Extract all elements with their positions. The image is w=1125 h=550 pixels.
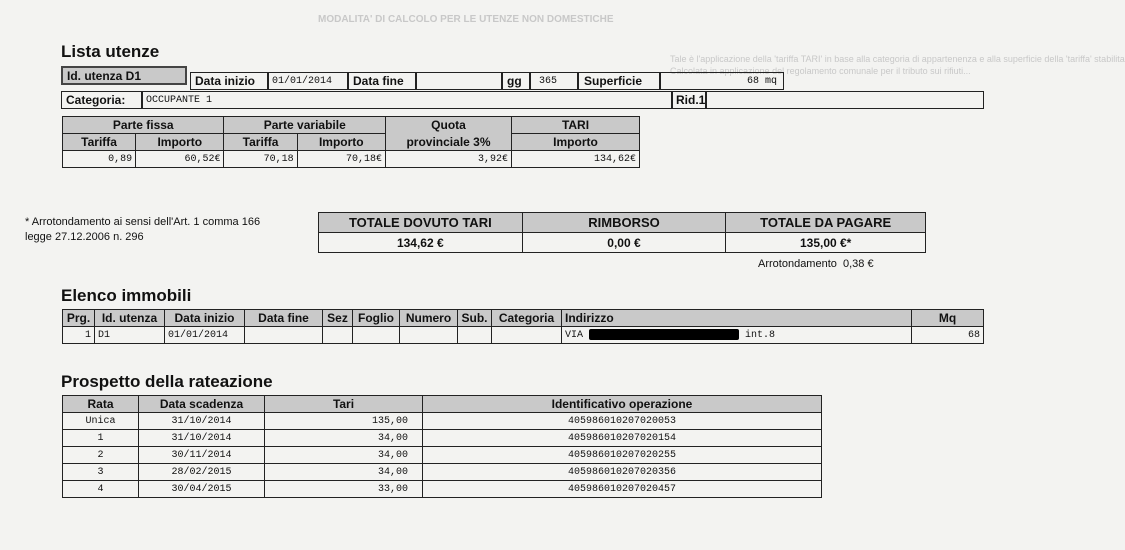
tari-cell: 135,00 bbox=[265, 413, 423, 430]
note-line-2: legge 27.12.2006 n. 296 bbox=[25, 231, 144, 243]
data-fine-label: Data fine bbox=[348, 72, 416, 90]
scadenza-cell: 31/10/2014 bbox=[139, 430, 265, 447]
arrotondamento-note: Arrotondamento 0,38 € bbox=[758, 258, 874, 270]
redaction-bar bbox=[589, 329, 739, 340]
totale-pagare-header: TOTALE DA PAGARE bbox=[726, 213, 926, 233]
data-inizio-value: 01/01/2014 bbox=[268, 72, 348, 90]
lista-utenze-title: Lista utenze bbox=[61, 42, 160, 61]
totale-pagare-value: 135,00 €* bbox=[726, 233, 926, 253]
ghost-heading: MODALITA' DI CALCOLO PER LE UTENZE NON DOMESTICHE bbox=[318, 14, 614, 25]
indirizzo-prefix: VIA bbox=[565, 330, 584, 342]
col-indirizzo: Indirizzo bbox=[562, 310, 912, 327]
immobile-prg: 1 bbox=[63, 327, 95, 344]
rata-cell: 4 bbox=[63, 481, 139, 498]
rateazione-table bbox=[62, 395, 822, 498]
superficie-label: Superficie bbox=[578, 72, 660, 90]
col-foglio: Foglio bbox=[353, 310, 400, 327]
tariffe-table bbox=[62, 116, 640, 168]
data-fine-value bbox=[416, 72, 502, 90]
col-rata: Rata bbox=[63, 396, 139, 413]
col-data-fine: Data fine bbox=[245, 310, 323, 327]
rata-cell: 2 bbox=[63, 447, 139, 464]
scadenza-cell: 30/11/2014 bbox=[139, 447, 265, 464]
col-identificativo: Identificativo operazione bbox=[423, 396, 822, 413]
identificativo-cell: 405986010207020053 bbox=[423, 413, 822, 430]
col-sub: Sub. bbox=[458, 310, 492, 327]
immobile-numero bbox=[400, 327, 458, 344]
tari-cell: 34,00 bbox=[265, 430, 423, 447]
tari-header: TARI bbox=[512, 117, 640, 134]
immobile-data-inizio: 01/01/2014 bbox=[165, 327, 245, 344]
ghost-line-2: Calcolata in applicazione del regolamento comunale per il tributo sui rifiuti... bbox=[670, 66, 971, 76]
col-mq: Mq bbox=[912, 310, 984, 327]
rimborso-header: RIMBORSO bbox=[522, 213, 726, 233]
pf-importo-value: 60,52€ bbox=[136, 151, 224, 168]
pv-importo-value: 70,18€ bbox=[297, 151, 385, 168]
table-row bbox=[63, 447, 822, 464]
table-row bbox=[63, 430, 822, 447]
immobile-categoria bbox=[492, 327, 562, 344]
col-categoria: Categoria bbox=[492, 310, 562, 327]
col-sez: Sez bbox=[323, 310, 353, 327]
pf-tariffa-header: Tariffa bbox=[63, 134, 136, 151]
immobile-foglio bbox=[353, 327, 400, 344]
col-tari: Tari bbox=[265, 396, 423, 413]
gg-label: gg bbox=[502, 72, 530, 90]
tari-cell: 34,00 bbox=[265, 447, 423, 464]
totale-dovuto-header: TOTALE DOVUTO TARI bbox=[319, 213, 523, 233]
table-row bbox=[63, 413, 822, 430]
table-row bbox=[63, 464, 822, 481]
categoria-value: OCCUPANTE 1 bbox=[142, 91, 672, 109]
superficie-value: 68 mq bbox=[660, 72, 784, 90]
rimborso-value: 0,00 € bbox=[522, 233, 726, 253]
tari-importo-header: Importo bbox=[512, 134, 640, 151]
immobile-sez bbox=[323, 327, 353, 344]
tari-cell: 33,00 bbox=[265, 481, 423, 498]
identificativo-cell: 405986010207020356 bbox=[423, 464, 822, 481]
tari-importo-value: 134,62€ bbox=[512, 151, 640, 168]
rid-value bbox=[706, 91, 984, 109]
table-row bbox=[63, 327, 984, 344]
gg-value: 365 bbox=[530, 72, 578, 90]
totali-table bbox=[318, 212, 926, 253]
elenco-immobili-title: Elenco immobili bbox=[61, 286, 192, 305]
categoria-label: Categoria: bbox=[61, 91, 142, 109]
note-line-1: * Arrotondamento ai sensi dell'Art. 1 comma 166 bbox=[25, 216, 261, 228]
scadenza-cell: 28/02/2015 bbox=[139, 464, 265, 481]
table-row bbox=[63, 481, 822, 498]
totale-dovuto-value: 134,62 € bbox=[319, 233, 523, 253]
parte-variabile-header: Parte variabile bbox=[224, 117, 386, 134]
col-numero: Numero bbox=[400, 310, 458, 327]
identificativo-cell: 405986010207020154 bbox=[423, 430, 822, 447]
pv-tariffa-value: 70,18 bbox=[224, 151, 297, 168]
immobile-indirizzo bbox=[562, 327, 912, 344]
rata-cell: Unica bbox=[63, 413, 139, 430]
ghost-line-1: Tale è l'applicazione della 'tariffa TARI' in base alla categoria di appartenenza e alla superficie della 'tariffa' stabilita bbox=[670, 54, 1125, 64]
rateazione-title: Prospetto della rateazione bbox=[61, 372, 273, 391]
tari-cell: 34,00 bbox=[265, 464, 423, 481]
provinciale-header: provinciale 3% bbox=[386, 134, 512, 151]
identificativo-cell: 405986010207020457 bbox=[423, 481, 822, 498]
data-inizio-label: Data inizio bbox=[190, 72, 268, 90]
rata-cell: 1 bbox=[63, 430, 139, 447]
col-id-utenza: Id. utenza bbox=[95, 310, 165, 327]
immobile-mq: 68 bbox=[912, 327, 984, 344]
immobili-table bbox=[62, 309, 984, 344]
pv-importo-header: Importo bbox=[297, 134, 385, 151]
immobile-sub bbox=[458, 327, 492, 344]
parte-fissa-header: Parte fissa bbox=[63, 117, 224, 134]
rata-cell: 3 bbox=[63, 464, 139, 481]
indirizzo-suffix: int.8 bbox=[745, 330, 776, 342]
pv-tariffa-header: Tariffa bbox=[224, 134, 297, 151]
col-data-scadenza: Data scadenza bbox=[139, 396, 265, 413]
scadenza-cell: 30/04/2015 bbox=[139, 481, 265, 498]
immobile-data-fine bbox=[245, 327, 323, 344]
col-data-inizio: Data inizio bbox=[165, 310, 245, 327]
quota-header: Quota bbox=[386, 117, 512, 134]
rid-label: Rid.1 bbox=[672, 91, 706, 109]
immobile-id: D1 bbox=[95, 327, 165, 344]
scadenza-cell: 31/10/2014 bbox=[139, 413, 265, 430]
identificativo-cell: 405986010207020255 bbox=[423, 447, 822, 464]
pf-importo-header: Importo bbox=[136, 134, 224, 151]
quota-value: 3,92€ bbox=[386, 151, 512, 168]
col-prg: Prg. bbox=[63, 310, 95, 327]
id-utenza-label: Id. utenza D1 bbox=[61, 66, 187, 85]
pf-tariffa-value: 0,89 bbox=[63, 151, 136, 168]
